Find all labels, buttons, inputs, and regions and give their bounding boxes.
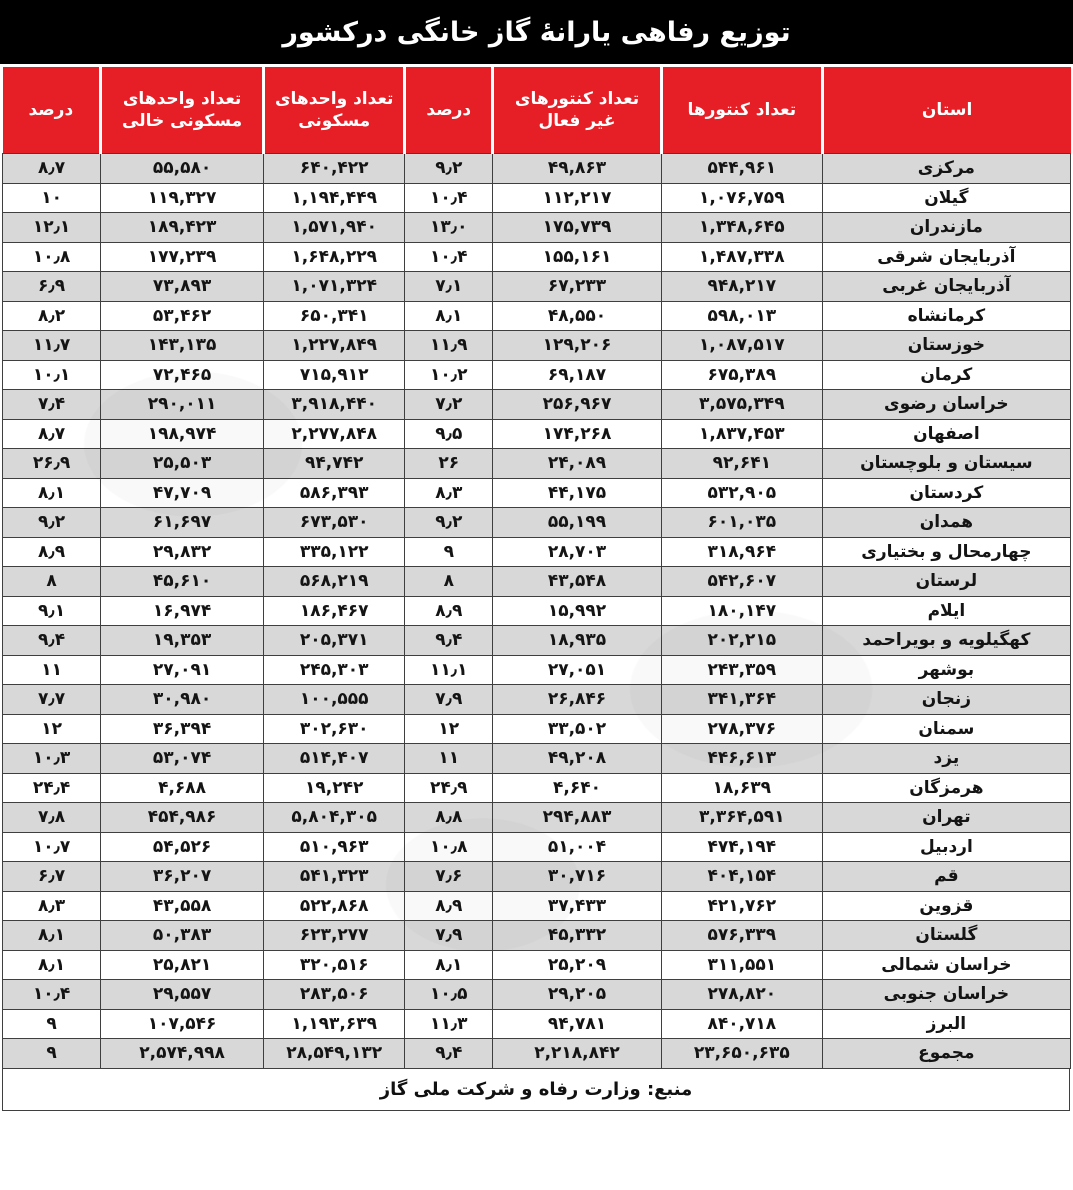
- table-row: [3, 773, 1071, 803]
- province-cell: آذربایجان شرقی: [822, 242, 1070, 272]
- province-cell: خوزستان: [822, 331, 1070, 361]
- province-cell: مازندران: [822, 213, 1070, 243]
- value-cell: ۷٫۷: [3, 685, 101, 715]
- province-cell: هرمزگان: [822, 773, 1070, 803]
- value-cell: ۱۲: [3, 714, 101, 744]
- value-cell: ۵۶۸,۲۱۹: [263, 567, 404, 597]
- value-cell: ۱۲: [405, 714, 493, 744]
- value-cell: ۲۶: [405, 449, 493, 479]
- value-cell: ۵۰,۳۸۳: [101, 921, 264, 951]
- value-cell: ۱۵,۹۹۲: [493, 596, 662, 626]
- value-cell: ۱۹,۳۵۳: [101, 626, 264, 656]
- value-cell: ۴۰۴,۱۵۴: [661, 862, 822, 892]
- column-header: درصد: [405, 67, 493, 154]
- value-cell: ۱,۰۷۱,۳۲۴: [263, 272, 404, 302]
- table-row: [3, 832, 1071, 862]
- value-cell: ۸٫۹: [405, 596, 493, 626]
- table-row: [3, 242, 1071, 272]
- value-cell: ۲۷,۰۵۱: [493, 655, 662, 685]
- value-cell: ۶۷۳,۵۳۰: [263, 508, 404, 538]
- value-cell: ۵۴۱,۳۲۳: [263, 862, 404, 892]
- value-cell: ۸٫۱: [405, 301, 493, 331]
- value-cell: ۸٫۹: [405, 891, 493, 921]
- value-cell: ۵۵,۱۹۹: [493, 508, 662, 538]
- source-note: منبع: وزارت رفاه و شرکت ملی گاز: [2, 1069, 1070, 1111]
- value-cell: ۹۴,۷۸۱: [493, 1009, 662, 1039]
- value-cell: ۴۹,۸۶۳: [493, 154, 662, 184]
- value-cell: ۹٫۲: [405, 154, 493, 184]
- value-cell: ۲۷,۰۹۱: [101, 655, 264, 685]
- value-cell: ۱,۰۸۷,۵۱۷: [661, 331, 822, 361]
- value-cell: ۵۴۴,۹۶۱: [661, 154, 822, 184]
- value-cell: ۷٫۲: [405, 390, 493, 420]
- province-cell: خراسان جنوبی: [822, 980, 1070, 1010]
- value-cell: ۸: [405, 567, 493, 597]
- value-cell: ۱۱٫۹: [405, 331, 493, 361]
- value-cell: ۱,۶۴۸,۲۲۹: [263, 242, 404, 272]
- value-cell: ۳۲۰,۵۱۶: [263, 950, 404, 980]
- value-cell: ۳۷,۴۳۳: [493, 891, 662, 921]
- value-cell: ۷٫۹: [405, 685, 493, 715]
- province-cell: قزوین: [822, 891, 1070, 921]
- value-cell: ۲۹,۲۰۵: [493, 980, 662, 1010]
- value-cell: ۲۷۸,۳۷۶: [661, 714, 822, 744]
- value-cell: ۸٫۱: [3, 921, 101, 951]
- value-cell: ۳۱۸,۹۶۴: [661, 537, 822, 567]
- province-cell: کرمان: [822, 360, 1070, 390]
- value-cell: ۲۸۳,۵۰۶: [263, 980, 404, 1010]
- province-cell: همدان: [822, 508, 1070, 538]
- value-cell: ۵۲۲,۸۶۸: [263, 891, 404, 921]
- value-cell: ۲۹,۵۵۷: [101, 980, 264, 1010]
- province-cell: بوشهر: [822, 655, 1070, 685]
- value-cell: ۲۴٫۹: [405, 773, 493, 803]
- table-row: [3, 803, 1071, 833]
- value-cell: ۹٫۴: [405, 1039, 493, 1069]
- value-cell: ۴۴۶,۶۱۳: [661, 744, 822, 774]
- value-cell: ۴۲۱,۷۶۲: [661, 891, 822, 921]
- value-cell: ۵۴۲,۶۰۷: [661, 567, 822, 597]
- province-cell: سیستان و بلوچستان: [822, 449, 1070, 479]
- value-cell: ۱,۲۲۷,۸۴۹: [263, 331, 404, 361]
- table-row: [3, 360, 1071, 390]
- value-cell: ۹: [3, 1039, 101, 1069]
- table-row: [3, 891, 1071, 921]
- value-cell: ۱۰٫۸: [405, 832, 493, 862]
- column-header: درصد: [3, 67, 101, 154]
- value-cell: ۱۱۲,۲۱۷: [493, 183, 662, 213]
- value-cell: ۲۶,۸۴۶: [493, 685, 662, 715]
- table-row: [3, 714, 1071, 744]
- value-cell: ۲۰۲,۲۱۵: [661, 626, 822, 656]
- value-cell: ۸٫۳: [3, 891, 101, 921]
- province-cell: کردستان: [822, 478, 1070, 508]
- value-cell: ۶۷۵,۳۸۹: [661, 360, 822, 390]
- value-cell: ۴,۶۴۰: [493, 773, 662, 803]
- value-cell: ۱۰٫۷: [3, 832, 101, 862]
- value-cell: ۵۴,۵۲۶: [101, 832, 264, 862]
- province-cell: خراسان شمالی: [822, 950, 1070, 980]
- value-cell: ۱۰٫۴: [405, 242, 493, 272]
- value-cell: ۱,۸۳۷,۴۵۳: [661, 419, 822, 449]
- column-header: تعداد واحدهای مسکونی خالی: [101, 67, 264, 154]
- data-table: [2, 67, 1071, 1069]
- value-cell: ۵۱۴,۴۰۷: [263, 744, 404, 774]
- value-cell: ۴۸,۵۵۰: [493, 301, 662, 331]
- table-row: [3, 950, 1071, 980]
- value-cell: ۱۲٫۱: [3, 213, 101, 243]
- value-cell: ۱۹,۲۴۲: [263, 773, 404, 803]
- value-cell: ۶٫۷: [3, 862, 101, 892]
- value-cell: ۵۸۶,۳۹۳: [263, 478, 404, 508]
- value-cell: ۳۱۱,۵۵۱: [661, 950, 822, 980]
- table-row: [3, 596, 1071, 626]
- value-cell: ۷۲,۴۶۵: [101, 360, 264, 390]
- province-cell: تهران: [822, 803, 1070, 833]
- value-cell: ۱۱: [3, 655, 101, 685]
- table-row: [3, 567, 1071, 597]
- value-cell: ۵۷۶,۳۳۹: [661, 921, 822, 951]
- value-cell: ۱,۰۷۶,۷۵۹: [661, 183, 822, 213]
- value-cell: ۱۱٫۱: [405, 655, 493, 685]
- value-cell: ۶٫۹: [3, 272, 101, 302]
- value-cell: ۹۴۸,۲۱۷: [661, 272, 822, 302]
- province-cell: البرز: [822, 1009, 1070, 1039]
- table-row: [3, 213, 1071, 243]
- value-cell: ۸٫۷: [3, 154, 101, 184]
- value-cell: ۴۷,۷۰۹: [101, 478, 264, 508]
- table-row: [3, 744, 1071, 774]
- value-cell: ۵۳۲,۹۰۵: [661, 478, 822, 508]
- province-cell: گلستان: [822, 921, 1070, 951]
- value-cell: ۴,۶۸۸: [101, 773, 264, 803]
- value-cell: ۱۸۶,۴۶۷: [263, 596, 404, 626]
- value-cell: ۱۷۴,۲۶۸: [493, 419, 662, 449]
- province-cell: قم: [822, 862, 1070, 892]
- table-row: [3, 508, 1071, 538]
- value-cell: ۲۹,۸۳۲: [101, 537, 264, 567]
- value-cell: ۴۵,۳۳۲: [493, 921, 662, 951]
- value-cell: ۷٫۸: [3, 803, 101, 833]
- column-header: تعداد واحدهای مسکونی: [263, 67, 404, 154]
- value-cell: ۲,۲۱۸,۸۴۲: [493, 1039, 662, 1069]
- value-cell: ۱۱۹,۳۲۷: [101, 183, 264, 213]
- value-cell: ۴۵,۶۱۰: [101, 567, 264, 597]
- province-cell: لرستان: [822, 567, 1070, 597]
- province-cell: مجموع: [822, 1039, 1070, 1069]
- province-cell: گیلان: [822, 183, 1070, 213]
- value-cell: ۲۵,۵۰۳: [101, 449, 264, 479]
- value-cell: ۲۹۴,۸۸۳: [493, 803, 662, 833]
- value-cell: ۲,۵۷۴,۹۹۸: [101, 1039, 264, 1069]
- value-cell: ۲۶٫۹: [3, 449, 101, 479]
- value-cell: ۲۹۰,۰۱۱: [101, 390, 264, 420]
- value-cell: ۸٫۳: [405, 478, 493, 508]
- value-cell: ۱,۱۹۴,۴۴۹: [263, 183, 404, 213]
- value-cell: ۳۰۲,۶۳۰: [263, 714, 404, 744]
- value-cell: ۵۱,۰۰۴: [493, 832, 662, 862]
- value-cell: ۱۸,۶۳۹: [661, 773, 822, 803]
- table-row: [3, 449, 1071, 479]
- column-header: تعداد کنتورها: [661, 67, 822, 154]
- value-cell: ۱۳٫۰: [405, 213, 493, 243]
- value-cell: ۵۹۸,۰۱۳: [661, 301, 822, 331]
- value-cell: ۱۶,۹۷۴: [101, 596, 264, 626]
- header-row: [3, 67, 1071, 154]
- value-cell: ۱۵۵,۱۶۱: [493, 242, 662, 272]
- value-cell: ۲۴۵,۳۰۳: [263, 655, 404, 685]
- table-row: [3, 537, 1071, 567]
- value-cell: ۱۰٫۴: [3, 980, 101, 1010]
- value-cell: ۳۳۵,۱۲۲: [263, 537, 404, 567]
- value-cell: ۱۰٫۸: [3, 242, 101, 272]
- value-cell: ۱۰٫۱: [3, 360, 101, 390]
- value-cell: ۱۱٫۳: [405, 1009, 493, 1039]
- value-cell: ۱,۳۴۸,۶۴۵: [661, 213, 822, 243]
- value-cell: ۱۹۸,۹۷۴: [101, 419, 264, 449]
- value-cell: ۸۴۰,۷۱۸: [661, 1009, 822, 1039]
- table-body: [3, 154, 1071, 1069]
- value-cell: ۶۲۳,۲۷۷: [263, 921, 404, 951]
- total-row: [3, 1039, 1071, 1069]
- value-cell: ۵۱۰,۹۶۳: [263, 832, 404, 862]
- value-cell: ۶۷,۲۳۳: [493, 272, 662, 302]
- province-cell: خراسان رضوی: [822, 390, 1070, 420]
- table-row: [3, 419, 1071, 449]
- value-cell: ۳۰,۹۸۰: [101, 685, 264, 715]
- value-cell: ۷٫۴: [3, 390, 101, 420]
- value-cell: ۸٫۱: [3, 950, 101, 980]
- value-cell: ۲۵,۸۲۱: [101, 950, 264, 980]
- value-cell: ۸٫۱: [3, 478, 101, 508]
- value-cell: ۱,۴۸۷,۳۳۸: [661, 242, 822, 272]
- value-cell: ۲۸,۵۴۹,۱۳۲: [263, 1039, 404, 1069]
- value-cell: ۱۰٫۵: [405, 980, 493, 1010]
- table-row: [3, 154, 1071, 184]
- table-row: [3, 272, 1071, 302]
- value-cell: ۹٫۴: [3, 626, 101, 656]
- value-cell: ۳,۵۷۵,۳۴۹: [661, 390, 822, 420]
- value-cell: ۱۰٫۳: [3, 744, 101, 774]
- value-cell: ۲۴۳,۳۵۹: [661, 655, 822, 685]
- column-header: استان: [822, 67, 1070, 154]
- province-cell: ایلام: [822, 596, 1070, 626]
- value-cell: ۱۴۳,۱۳۵: [101, 331, 264, 361]
- value-cell: ۱۷۷,۲۳۹: [101, 242, 264, 272]
- value-cell: ۱۸۰,۱۴۷: [661, 596, 822, 626]
- value-cell: ۸٫۸: [405, 803, 493, 833]
- page-title: توزیع رفاهی یارانهٔ گاز خانگی درکشور: [0, 0, 1073, 64]
- value-cell: ۱,۵۷۱,۹۴۰: [263, 213, 404, 243]
- value-cell: ۷٫۶: [405, 862, 493, 892]
- table-row: [3, 980, 1071, 1010]
- table-row: [3, 862, 1071, 892]
- value-cell: ۴۵۴,۹۸۶: [101, 803, 264, 833]
- value-cell: ۵,۸۰۴,۳۰۵: [263, 803, 404, 833]
- value-cell: ۴۴,۱۷۵: [493, 478, 662, 508]
- value-cell: ۱۱: [405, 744, 493, 774]
- value-cell: ۸٫۲: [3, 301, 101, 331]
- value-cell: ۱۰٫۲: [405, 360, 493, 390]
- value-cell: ۷۳,۸۹۳: [101, 272, 264, 302]
- province-cell: چهارمحال و بختیاری: [822, 537, 1070, 567]
- value-cell: ۲۴,۰۸۹: [493, 449, 662, 479]
- value-cell: ۹۴,۷۴۲: [263, 449, 404, 479]
- table-row: [3, 183, 1071, 213]
- value-cell: ۲۰۵,۳۷۱: [263, 626, 404, 656]
- value-cell: ۱۰: [3, 183, 101, 213]
- value-cell: ۱,۱۹۳,۶۳۹: [263, 1009, 404, 1039]
- value-cell: ۱۲۹,۲۰۶: [493, 331, 662, 361]
- value-cell: ۶۴۰,۴۲۲: [263, 154, 404, 184]
- value-cell: ۶۱,۶۹۷: [101, 508, 264, 538]
- table-row: [3, 390, 1071, 420]
- value-cell: ۹٫۱: [3, 596, 101, 626]
- value-cell: ۲۵,۲۰۹: [493, 950, 662, 980]
- value-cell: ۹۲,۶۴۱: [661, 449, 822, 479]
- value-cell: ۴۳,۵۵۸: [101, 891, 264, 921]
- value-cell: ۸٫۱: [405, 950, 493, 980]
- value-cell: ۱۰٫۴: [405, 183, 493, 213]
- value-cell: ۳,۳۶۴,۵۹۱: [661, 803, 822, 833]
- value-cell: ۳,۹۱۸,۴۴۰: [263, 390, 404, 420]
- value-cell: ۸٫۹: [3, 537, 101, 567]
- table-header: [3, 67, 1071, 154]
- value-cell: ۹٫۲: [405, 508, 493, 538]
- table-row: [3, 331, 1071, 361]
- value-cell: ۵۳,۴۶۲: [101, 301, 264, 331]
- table-row: [3, 626, 1071, 656]
- value-cell: ۴۳,۵۴۸: [493, 567, 662, 597]
- table-row: [3, 655, 1071, 685]
- table-row: [3, 1009, 1071, 1039]
- table-row: [3, 478, 1071, 508]
- value-cell: ۳۶,۳۹۴: [101, 714, 264, 744]
- value-cell: ۲,۲۷۷,۸۴۸: [263, 419, 404, 449]
- province-cell: یزد: [822, 744, 1070, 774]
- value-cell: ۴۷۴,۱۹۴: [661, 832, 822, 862]
- value-cell: ۹٫۲: [3, 508, 101, 538]
- value-cell: ۷۱۵,۹۱۲: [263, 360, 404, 390]
- value-cell: ۲۷۸,۸۲۰: [661, 980, 822, 1010]
- province-cell: مرکزی: [822, 154, 1070, 184]
- province-cell: آذربایجان غربی: [822, 272, 1070, 302]
- value-cell: ۳۰,۷۱۶: [493, 862, 662, 892]
- province-cell: اصفهان: [822, 419, 1070, 449]
- column-header: تعداد کنتورهای غیر فعال: [493, 67, 662, 154]
- value-cell: ۲۳,۶۵۰,۶۳۵: [661, 1039, 822, 1069]
- value-cell: ۵۵,۵۸۰: [101, 154, 264, 184]
- table-row: [3, 685, 1071, 715]
- value-cell: ۷٫۹: [405, 921, 493, 951]
- value-cell: ۱۱٫۷: [3, 331, 101, 361]
- value-cell: ۵۳,۰۷۴: [101, 744, 264, 774]
- value-cell: ۱۷۵,۷۳۹: [493, 213, 662, 243]
- value-cell: ۸: [3, 567, 101, 597]
- province-cell: سمنان: [822, 714, 1070, 744]
- value-cell: ۱۰۷,۵۴۶: [101, 1009, 264, 1039]
- value-cell: ۱۸۹,۴۲۳: [101, 213, 264, 243]
- value-cell: ۲۵۶,۹۶۷: [493, 390, 662, 420]
- value-cell: ۳۴۱,۳۶۴: [661, 685, 822, 715]
- value-cell: ۴۹,۲۰۸: [493, 744, 662, 774]
- table-row: [3, 921, 1071, 951]
- value-cell: ۲۴٫۴: [3, 773, 101, 803]
- value-cell: ۹٫۴: [405, 626, 493, 656]
- value-cell: ۷٫۱: [405, 272, 493, 302]
- value-cell: ۹: [3, 1009, 101, 1039]
- value-cell: ۶۵۰,۳۴۱: [263, 301, 404, 331]
- value-cell: ۶۹,۱۸۷: [493, 360, 662, 390]
- table-row: [3, 301, 1071, 331]
- province-cell: اردبیل: [822, 832, 1070, 862]
- value-cell: ۳۶,۲۰۷: [101, 862, 264, 892]
- value-cell: ۹: [405, 537, 493, 567]
- value-cell: ۲۸,۷۰۳: [493, 537, 662, 567]
- province-cell: زنجان: [822, 685, 1070, 715]
- value-cell: ۹٫۵: [405, 419, 493, 449]
- value-cell: ۱۰۰,۵۵۵: [263, 685, 404, 715]
- value-cell: ۸٫۷: [3, 419, 101, 449]
- province-cell: کهگیلویه و بویراحمد: [822, 626, 1070, 656]
- value-cell: ۶۰۱,۰۳۵: [661, 508, 822, 538]
- value-cell: ۳۳,۵۰۲: [493, 714, 662, 744]
- province-cell: کرمانشاه: [822, 301, 1070, 331]
- value-cell: ۱۸,۹۳۵: [493, 626, 662, 656]
